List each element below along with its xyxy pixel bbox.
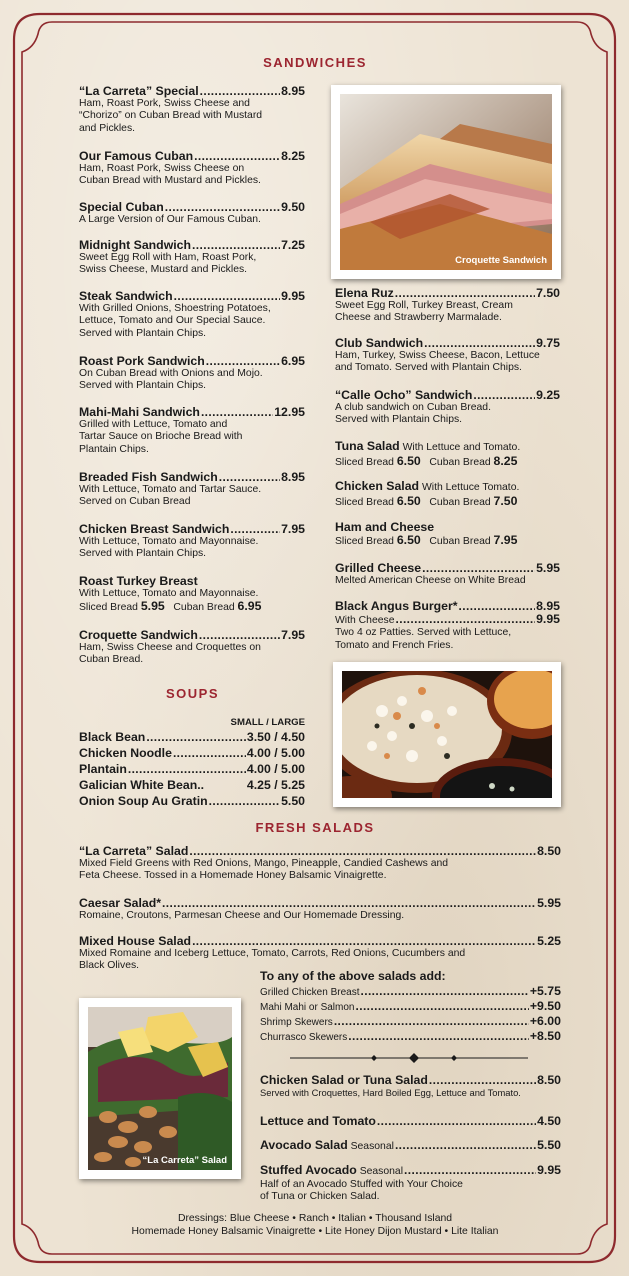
item-desc: Sweet Egg Roll, Turkey Breast, Cream <box>335 299 513 311</box>
salad-image <box>88 1007 232 1170</box>
soup-list <box>79 731 305 811</box>
item-name: Chicken Salad <box>335 479 420 493</box>
item-desc: A club sandwich on Cuban Bread. <box>335 401 491 413</box>
item-note: With Lettuce and Tomato. <box>402 442 521 453</box>
item-desc: Mixed Field Greens with Red Onions, Mango, Pineapple, Candied Cashews and <box>79 857 449 869</box>
addon-price: +5.75 <box>529 983 561 998</box>
menu-item-special-cuban <box>79 201 305 226</box>
cheese-price: 9.95 <box>536 611 560 626</box>
item-desc: Served with Plantain Chips. <box>79 548 207 560</box>
menu-item-stuffed-avocado <box>260 1164 561 1204</box>
sandwiches-heading: SANDWICHES <box>263 55 367 70</box>
item-price: 9.95 <box>537 1163 561 1177</box>
photo-caption: “La Carreta” Salad <box>142 1155 227 1166</box>
menu-item-breaded-fish <box>79 471 305 509</box>
item-price: 4.50 <box>537 1114 561 1128</box>
soups-heading: SOUPS <box>165 686 219 701</box>
item-desc: Tomato and French Fries. <box>335 639 454 651</box>
item-note: Seasonal <box>350 1141 394 1152</box>
item-name: Ham and Cheese <box>335 520 435 534</box>
soup-price: 3.50 / 4.50 <box>246 730 305 744</box>
item-desc: Half of an Avocado Stuffed with Your Choice <box>260 1178 463 1190</box>
menu-item-grilled-cheese <box>335 562 560 587</box>
cuban-price: 7.95 <box>493 532 518 547</box>
item-desc: With Grilled Onions, Shoestring Potatoes, <box>79 302 271 314</box>
item-name: Our Famous Cuban <box>79 149 194 163</box>
item-desc: Ham, Swiss Cheese and Croquettes on <box>79 641 261 653</box>
item-name: Chicken Salad or Tuna Salad <box>260 1073 428 1087</box>
cuban-price: 7.50 <box>493 493 518 508</box>
cuban-label: Cuban Bread <box>429 535 491 547</box>
item-price: 8.95 <box>536 599 560 613</box>
menu-item-mahi-mahi <box>79 406 305 456</box>
soup-image <box>342 671 552 798</box>
item-price: 9.75 <box>536 336 560 350</box>
item-desc: Served with Plantain Chips. <box>335 414 463 426</box>
item-desc: “Chorizo” on Cuban Bread with Mustard <box>79 110 263 122</box>
item-price: 9.25 <box>536 388 560 402</box>
cuban-label: Cuban Bread <box>429 496 491 508</box>
addon-price: +9.50 <box>529 998 561 1013</box>
soup-name: Onion Soup Au Gratin <box>79 794 208 808</box>
addon-name: Shrimp Skewers <box>260 1016 333 1028</box>
cuban-price: 6.95 <box>237 599 262 614</box>
item-name: Tuna Salad <box>335 439 400 453</box>
menu-item-croquette-sandwich <box>79 629 305 667</box>
item-name: Breaded Fish Sandwich <box>79 470 218 484</box>
item-desc: Cuban Bread. <box>79 654 144 666</box>
menu-item-steak <box>79 290 305 340</box>
item-price: 5.95 <box>536 561 560 575</box>
item-name: Steak Sandwich <box>79 289 173 303</box>
item-desc: Plantain Chips. <box>79 443 149 455</box>
sliced-price: 6.50 <box>396 493 421 508</box>
item-name: Roast Pork Sandwich <box>79 354 205 368</box>
item-desc: Ham, Turkey, Swiss Cheese, Bacon, Lettuce <box>335 349 540 361</box>
item-desc: Ham, Roast Pork, Swiss Cheese on <box>79 162 245 174</box>
item-desc: Lettuce, Tomato and Our Special Sauce. <box>79 315 266 327</box>
addon-name: Mahi Mahi or Salmon <box>260 1001 355 1013</box>
item-desc: and Tomato. Served with Plantain Chips. <box>335 362 522 374</box>
item-desc: Cuban Bread with Mustard and Pickles. <box>79 175 261 187</box>
menu-item-roast-pork <box>79 355 305 393</box>
item-price: 9.95 <box>281 289 305 303</box>
item-name: “La Carreta” Salad <box>79 844 189 858</box>
item-desc: With Lettuce, Tomato and Mayonnaise. <box>79 587 259 599</box>
item-desc: Swiss Cheese, Mustard and Pickles. <box>79 264 248 276</box>
item-name: “Calle Ocho” Sandwich <box>335 388 473 402</box>
item-price: 5.95 <box>537 896 561 910</box>
item-desc: Ham, Roast Pork, Swiss Cheese and <box>79 97 250 109</box>
item-name: Midnight Sandwich <box>79 238 192 252</box>
menu-item-ham-cheese <box>335 521 560 548</box>
salad-addons <box>260 970 561 1045</box>
item-name: “La Carreta” Special <box>79 84 199 98</box>
item-price: 6.95 <box>281 354 305 368</box>
menu-item-black-angus-burger <box>335 600 560 652</box>
item-desc: Grilled with Lettuce, Tomato and <box>79 418 228 430</box>
item-desc: and Pickles. <box>79 122 136 134</box>
menu-item-roast-turkey <box>79 575 305 615</box>
item-desc: A Large Version of Our Famous Cuban. <box>79 213 261 225</box>
soup-photo <box>333 662 561 807</box>
item-name: Croquette Sandwich <box>79 628 198 642</box>
item-price: 12.95 <box>274 405 305 419</box>
menu-item-caesar-salad <box>79 897 561 922</box>
item-price: 5.50 <box>537 1138 561 1152</box>
la-carreta-salad-photo <box>79 998 241 1179</box>
soup-name: Black Bean <box>79 730 146 744</box>
item-name: Special Cuban <box>79 200 164 214</box>
item-name: Stuffed Avocado <box>260 1163 357 1177</box>
item-price: 7.95 <box>281 522 305 536</box>
sliced-label: Sliced Bread <box>335 535 394 547</box>
item-desc: Melted American Cheese on White Bread <box>335 574 526 586</box>
item-desc: On Cuban Bread with Onions and Mojo. <box>79 367 263 379</box>
menu-item-calle-ocho <box>335 389 560 427</box>
item-price: 7.25 <box>281 238 305 252</box>
fresh-salads-heading: FRESH SALADS <box>255 820 375 835</box>
item-name: Mahi-Mahi Sandwich <box>79 405 200 419</box>
dressings-line: Homemade Honey Balsamic Vinaigrette • Lite Honey Dijon Mustard • Lite Italian <box>131 1226 499 1237</box>
dressings-footer <box>60 1212 570 1238</box>
item-price: 8.50 <box>537 844 561 858</box>
menu-item-chicken-tuna-salad <box>260 1074 561 1099</box>
sandwich-image <box>340 94 552 270</box>
soup-sizes-label: SMALL / LARGE <box>230 717 305 728</box>
addon-price: +8.50 <box>529 1028 561 1043</box>
sliced-price: 5.95 <box>140 599 165 614</box>
sliced-price: 6.50 <box>396 532 421 547</box>
menu-item-midnight <box>79 239 305 277</box>
item-price: 7.95 <box>281 628 305 642</box>
addon-name: Churrasco Skewers <box>260 1031 348 1043</box>
addon-name: Grilled Chicken Breast <box>260 986 360 998</box>
item-desc: Cheese and Strawberry Marmalade. <box>335 312 502 324</box>
cuban-price: 8.25 <box>493 453 518 468</box>
item-price: 8.50 <box>537 1073 561 1087</box>
cuban-label: Cuban Bread <box>429 456 491 468</box>
item-name: Lettuce and Tomato <box>260 1114 376 1128</box>
item-name: Avocado Salad <box>260 1138 348 1152</box>
item-desc: Romaine, Croutons, Parmesan Cheese and Our Homemade Dressing. <box>79 909 405 921</box>
item-note: Seasonal <box>359 1166 404 1177</box>
item-price: 9.50 <box>281 200 305 214</box>
item-name: Grilled Cheese <box>335 561 422 575</box>
item-name: Mixed House Salad <box>79 934 192 948</box>
photo-caption: Croquette Sandwich <box>455 255 547 266</box>
item-price: 5.25 <box>537 934 561 948</box>
item-price: 8.25 <box>281 149 305 163</box>
menu-item-lettuce-tomato <box>260 1115 561 1128</box>
item-name: Caesar Salad* <box>79 896 162 910</box>
menu-item-chicken-salad <box>335 480 560 509</box>
menu-item-elena-ruz <box>335 287 560 325</box>
soup-price: 4.00 / 5.00 <box>246 762 305 776</box>
item-note: With Lettuce Tomato. <box>421 482 520 493</box>
menu-item-la-carreta-special <box>79 85 305 135</box>
item-price: 8.95 <box>281 470 305 484</box>
item-desc: of Tuna or Chicken Salad. <box>260 1191 380 1203</box>
item-name: Elena Ruz <box>335 286 394 300</box>
sliced-label: Sliced Bread <box>335 496 394 508</box>
item-desc: Feta Cheese. Tossed in a Homemade Honey Balsamic Vinaigrette. <box>79 870 387 882</box>
menu-item-tuna-salad <box>335 440 560 469</box>
item-desc: Sweet Egg Roll with Ham, Roast Pork, <box>79 251 257 263</box>
cheese-label: With Cheese <box>335 614 395 626</box>
item-desc: Tartar Sauce on Brioche Bread with <box>79 431 243 443</box>
item-name: Black Angus Burger* <box>335 599 458 613</box>
item-desc: Served on Cuban Bread <box>79 496 191 508</box>
item-price: 7.50 <box>536 286 560 300</box>
soup-price: 4.00 / 5.00 <box>246 746 305 760</box>
item-desc: Served with Plantain Chips. <box>79 380 207 392</box>
menu-item-famous-cuban <box>79 150 305 188</box>
sliced-label: Sliced Bread <box>79 602 138 614</box>
addon-price: +6.00 <box>529 1013 561 1028</box>
menu-item-mixed-house-salad <box>79 935 561 973</box>
sliced-price: 6.50 <box>396 453 421 468</box>
sliced-label: Sliced Bread <box>335 456 394 468</box>
item-desc: Two 4 oz Patties. Served with Lettuce, <box>335 627 512 639</box>
dressings-line: Dressings: Blue Cheese • Ranch • Italian • Thousand Island <box>177 1213 453 1224</box>
item-desc: Black Olives. <box>79 960 140 972</box>
soup-price: 4.25 / 5.25 <box>246 778 305 792</box>
item-desc: With Lettuce, Tomato and Tartar Sauce. <box>79 483 262 495</box>
menu-item-avocado-salad <box>260 1139 561 1154</box>
item-desc: Served with Plantain Chips. <box>79 327 207 339</box>
soup-name: Chicken Noodle <box>79 746 172 760</box>
soup-name: Galician White Bean.. <box>79 778 205 792</box>
item-name: Chicken Breast Sandwich <box>79 522 230 536</box>
soup-name: Plantain <box>79 762 127 776</box>
item-name: Club Sandwich <box>335 336 424 350</box>
item-desc: Mixed Romaine and Iceberg Lettuce, Tomato, Carrots, Red Onions, Cucumbers and <box>79 947 466 959</box>
item-name: Roast Turkey Breast <box>79 574 198 588</box>
menu-item-chicken-breast <box>79 523 305 561</box>
item-desc: With Lettuce, Tomato and Mayonnaise. <box>79 535 259 547</box>
item-price: 8.95 <box>281 84 305 98</box>
soup-price: 5.50 <box>281 794 305 808</box>
menu-item-la-carreta-salad <box>79 845 561 883</box>
menu-item-club-sandwich <box>335 337 560 375</box>
addons-title: To any of the above salads add: <box>260 969 446 983</box>
item-desc: Served with Croquettes, Hard Boiled Egg, Lettuce and Tomato. <box>260 1086 521 1098</box>
cuban-label: Cuban Bread <box>173 602 235 614</box>
croquette-sandwich-photo <box>331 85 561 279</box>
